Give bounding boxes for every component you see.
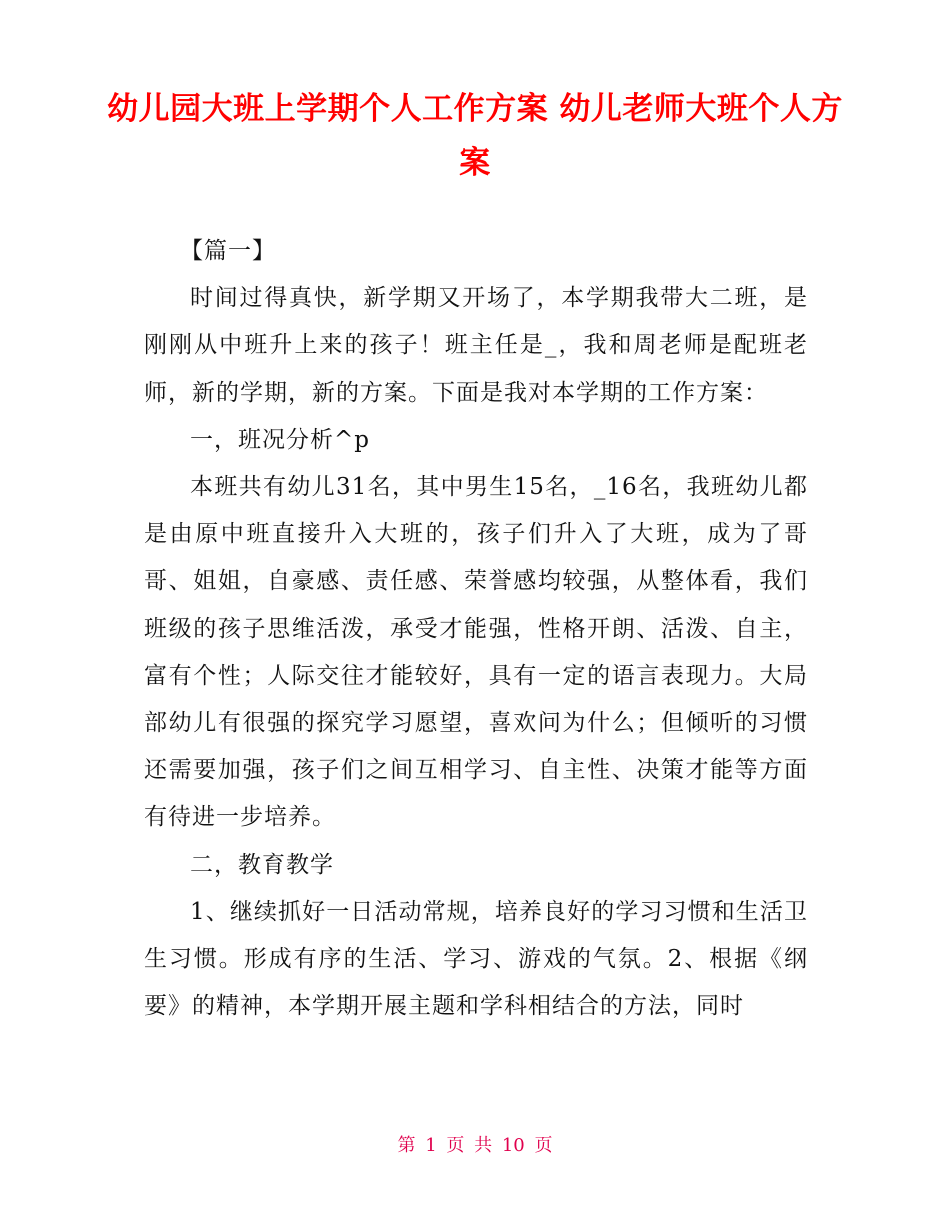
page-number-footer: 第 1 页 共 10 页 xyxy=(397,1135,553,1156)
section-heading-class-analysis: 一，班况分析^p xyxy=(190,426,370,453)
section-heading-part-one: 【篇一】 xyxy=(180,238,276,264)
document-title: 幼儿园大班上学期个人工作方案 幼儿老师大班个人方案 xyxy=(107,91,843,181)
document-body xyxy=(144,228,808,1030)
intro-paragraph: 时间过得真快，新学期又开场了，本学期我带大二班，是刚刚从中班升上来的孩子！班主任是_，我和周老师是配班老师，新的学期，新的方案。下面是我对本学期的工作方案： xyxy=(144,285,808,406)
class-analysis-paragraph: 本班共有幼儿31名，其中男生15名，_16名，我班幼儿都是由原中班直接升入大班的，孩子们升入了大班，成为了哥哥、姐姐，自豪感、责任感、荣誉感均较强，从整体看，我们班级的孩子思维活泼，承受才能强，性格开朗、活泼、自主，富有个性；人际交往才能较好，具有一定的语言表现力。大局部幼儿有很强的探究学习愿望，喜欢问为什么；但倾听的习惯还需要加强，孩子们之间互相学习、自主性、决策才能等方面有待进一步培养。 xyxy=(144,474,808,831)
education-teaching-paragraph: 1、继续抓好一日活动常规，培养良好的学习习惯和生活卫生习惯。形成有序的生活、学习、游戏的气氛。2、根据《纲要》的精神，本学期开展主题和学科相结合的方法，同时 xyxy=(144,898,808,1020)
section-heading-education-teaching: 二，教育教学 xyxy=(190,851,334,878)
